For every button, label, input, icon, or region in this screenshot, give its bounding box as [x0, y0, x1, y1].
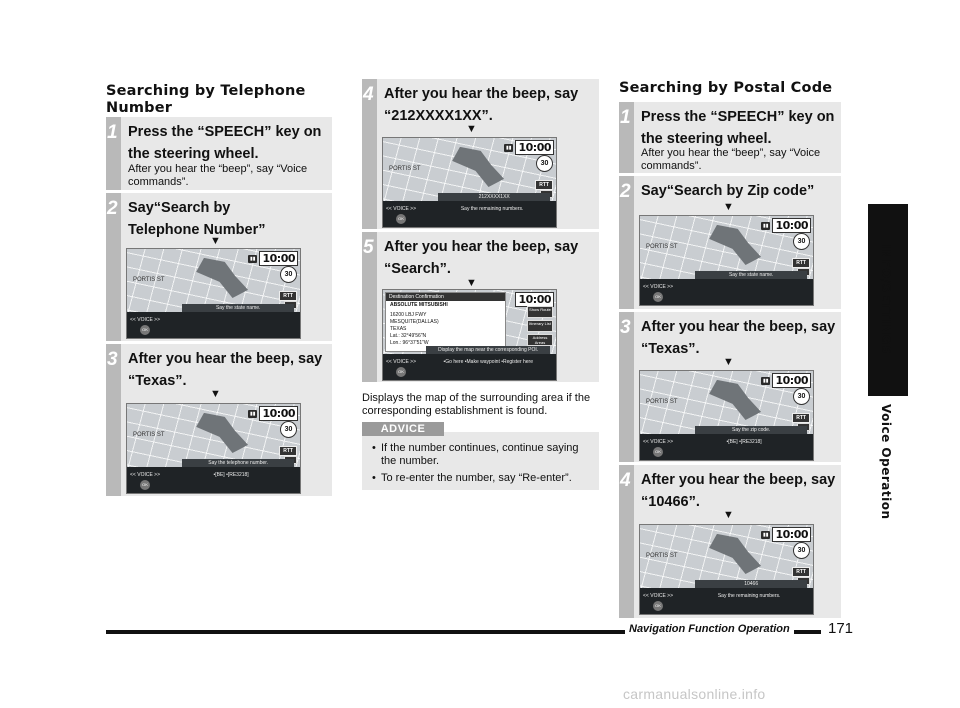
step-title: Say“Search by Zip code”: [641, 183, 815, 199]
voice-label: << VOICE >>: [643, 439, 674, 445]
voice-label: << VOICE >>: [130, 317, 161, 323]
ok-button[interactable]: OK: [396, 367, 406, 377]
road-label: PORTIS ST: [646, 244, 678, 250]
rtt-button[interactable]: RTT: [792, 567, 810, 577]
signal-icon: ▮▮: [762, 222, 769, 229]
step-number-badge: 2: [106, 193, 121, 341]
step-title: After you hear the beep, say “Texas”.: [128, 351, 323, 389]
step-title: Say“Search by Telephone Number”: [128, 200, 266, 238]
step-title: Press the “SPEECH” key on the steering wheel.: [128, 124, 322, 162]
voice-label: << VOICE >>: [643, 284, 674, 290]
step-1-telephone: [106, 117, 332, 190]
map-scale-button[interactable]: 30: [793, 542, 810, 559]
ok-button[interactable]: OK: [653, 601, 663, 611]
step-number-badge: 5: [362, 232, 377, 382]
nav-screen-zip-prompt: [639, 370, 814, 461]
step-number-badge: 3: [106, 344, 121, 496]
voice-hint: •Go here •Make waypoint •Register here: [443, 359, 534, 365]
step-1-postal: [619, 102, 841, 173]
road-label: PORTIS ST: [133, 432, 165, 438]
destination-panel: [385, 292, 506, 352]
destination-longitude: Lon.: 96°37'51"W: [390, 340, 429, 346]
status-bar: [504, 140, 554, 155]
rtt-button[interactable]: RTT: [792, 258, 810, 268]
destination-address-3: TEXAS: [390, 326, 407, 332]
step-number-badge: 2: [619, 176, 634, 309]
voice-prompt: Say the telephone number.: [182, 459, 294, 467]
nav-screen-remaining-numbers: [382, 137, 557, 228]
road-label: PORTIS ST: [133, 277, 165, 283]
voice-bar: [127, 305, 300, 338]
map-scale-button[interactable]: 30: [536, 155, 553, 172]
status-bar: [761, 373, 811, 388]
signal-icon: ▮▮: [762, 377, 769, 384]
voice-hint: Say the remaining numbers.: [460, 206, 524, 212]
step-2-postal: [619, 176, 841, 309]
step-title: Press the “SPEECH” key on the steering wheel.: [641, 109, 835, 147]
status-bar: [248, 406, 298, 421]
status-bar: [761, 527, 811, 542]
voice-entry: 212XXXX1XX: [438, 193, 550, 201]
voice-label: << VOICE >>: [643, 593, 674, 599]
step-number-badge: 1: [619, 102, 634, 173]
section-title-telephone: Searching by Telephone Number: [106, 83, 306, 116]
nav-screen-state-prompt: [639, 215, 814, 306]
status-bar: [248, 251, 298, 266]
nav-screen-state-prompt: [126, 248, 301, 339]
step-title: After you hear the beep, say “Texas”.: [641, 319, 836, 357]
page-number: 171: [828, 620, 854, 637]
down-arrow-icon: ▼: [466, 123, 477, 135]
voice-prompt: Display the map near the corresponding POI.: [426, 346, 550, 354]
advice-box: [362, 423, 599, 490]
step-4-telephone: [362, 79, 599, 229]
destination-details: [386, 301, 505, 348]
nav-screen-destination-confirmation: [382, 289, 557, 381]
step-4-postal: [619, 465, 841, 618]
rtt-button[interactable]: RTT: [279, 291, 297, 301]
clock: 10:00: [515, 292, 554, 307]
step-number-badge: 3: [619, 312, 634, 462]
address-areas-button[interactable]: Address Areas: [527, 334, 553, 346]
voice-hint: •[BE] •[RE3218]: [726, 439, 762, 445]
rtt-button[interactable]: RTT: [535, 180, 553, 190]
signal-icon: ▮▮: [505, 144, 512, 151]
destination-address-1: 16200 LBJ FWY: [390, 312, 427, 318]
voice-label: << VOICE >>: [386, 359, 417, 365]
advice-item: • If the number continues, continue saying the number.: [372, 442, 579, 467]
search-result-description: Displays the map of the surrounding area if the corresponding establishment is found.: [362, 392, 591, 417]
map-scale-button[interactable]: 30: [280, 266, 297, 283]
status-bar: [761, 218, 811, 233]
ok-button[interactable]: OK: [653, 292, 663, 302]
clock: 10:00: [515, 140, 554, 155]
destination-header: Destination Confirmation: [386, 293, 505, 301]
advice-label: ADVICE: [362, 422, 444, 436]
ok-button[interactable]: OK: [140, 480, 150, 490]
ok-button[interactable]: OK: [396, 214, 406, 224]
voice-bar: [640, 427, 813, 460]
step-number-badge: 4: [619, 465, 634, 618]
section-title-postal-code: Searching by Postal Code: [619, 80, 833, 96]
voice-entry: 10466: [695, 580, 807, 588]
step-description: After you hear the “beep”, say “Voice commands”.: [128, 163, 308, 188]
voice-bar: [127, 460, 300, 493]
rtt-button[interactable]: RTT: [279, 446, 297, 456]
side-subcategory-label: Voice Operation: [879, 404, 893, 520]
step-title: After you hear the beep, say “212XXXX1XX”.: [384, 86, 579, 124]
destination-address-2: MESQUITE(DALLAS): [390, 319, 439, 325]
advice-list: [372, 442, 593, 489]
down-arrow-icon: ▼: [723, 201, 734, 213]
step-5-telephone: [362, 232, 599, 382]
signal-icon: ▮▮: [762, 531, 769, 538]
step-number-badge: 1: [106, 117, 121, 190]
step-3-postal: [619, 312, 841, 462]
footer-section-label: Navigation Function Operation: [625, 623, 794, 635]
step-title: After you hear the beep, say “10466”.: [641, 472, 836, 510]
nav-screen-zip-remaining: [639, 524, 814, 615]
road-label: PORTIS ST: [646, 399, 678, 405]
voice-prompt: Say the state name.: [695, 271, 807, 279]
itinerary-list-button[interactable]: Itinerary List: [527, 320, 553, 332]
signal-icon: ▮▮: [249, 410, 256, 417]
voice-prompt: Say the zip code.: [695, 426, 807, 434]
destination-latitude: Lat.: 32°49'56"N: [390, 333, 427, 339]
down-arrow-icon: ▼: [210, 388, 221, 400]
voice-bar: [383, 347, 556, 380]
clock: 10:00: [259, 406, 298, 421]
step-description: After you hear the “beep”, say “Voice commands”.: [641, 147, 821, 172]
signal-icon: ▮▮: [249, 255, 256, 262]
voice-bar: [640, 272, 813, 305]
voice-label: << VOICE >>: [386, 206, 417, 212]
map-scale-button[interactable]: 30: [793, 388, 810, 405]
map-scale-button[interactable]: 30: [793, 233, 810, 250]
road-label: PORTIS ST: [389, 166, 421, 172]
step-3-telephone: [106, 344, 332, 496]
advice-item: • To re-enter the number, say “Re-enter”.: [372, 472, 572, 484]
voice-bar: [640, 581, 813, 614]
voice-hint: •[BE] •[RE3218]: [213, 472, 249, 478]
clock: 10:00: [259, 251, 298, 266]
clock: 10:00: [772, 218, 811, 233]
voice-hint: Say the remaining numbers.: [717, 593, 781, 599]
voice-prompt: Say the state name.: [182, 304, 294, 312]
side-category-label: INFO/SETTINGS: [879, 244, 893, 355]
destination-name: ABSOLUTE MITSUBISHI: [390, 302, 448, 308]
road-label: PORTIS ST: [646, 553, 678, 559]
down-arrow-icon: ▼: [210, 235, 221, 247]
down-arrow-icon: ▼: [723, 509, 734, 521]
ok-button[interactable]: OK: [140, 325, 150, 335]
clock: 10:00: [772, 373, 811, 388]
down-arrow-icon: ▼: [723, 356, 734, 368]
map-scale-button[interactable]: 30: [280, 421, 297, 438]
step-2-telephone: [106, 193, 332, 341]
step-number-badge: 4: [362, 79, 377, 229]
show-route-button[interactable]: Show Route: [527, 306, 553, 318]
nav-screen-phone-prompt: [126, 403, 301, 494]
step-title: After you hear the beep, say “Search”.: [384, 239, 579, 277]
down-arrow-icon: ▼: [466, 277, 477, 289]
ok-button[interactable]: OK: [653, 447, 663, 457]
voice-bar: [383, 194, 556, 227]
voice-label: << VOICE >>: [130, 472, 161, 478]
watermark: carmanualsonline.info: [623, 686, 766, 702]
clock: 10:00: [772, 527, 811, 542]
rtt-button[interactable]: RTT: [792, 413, 810, 423]
